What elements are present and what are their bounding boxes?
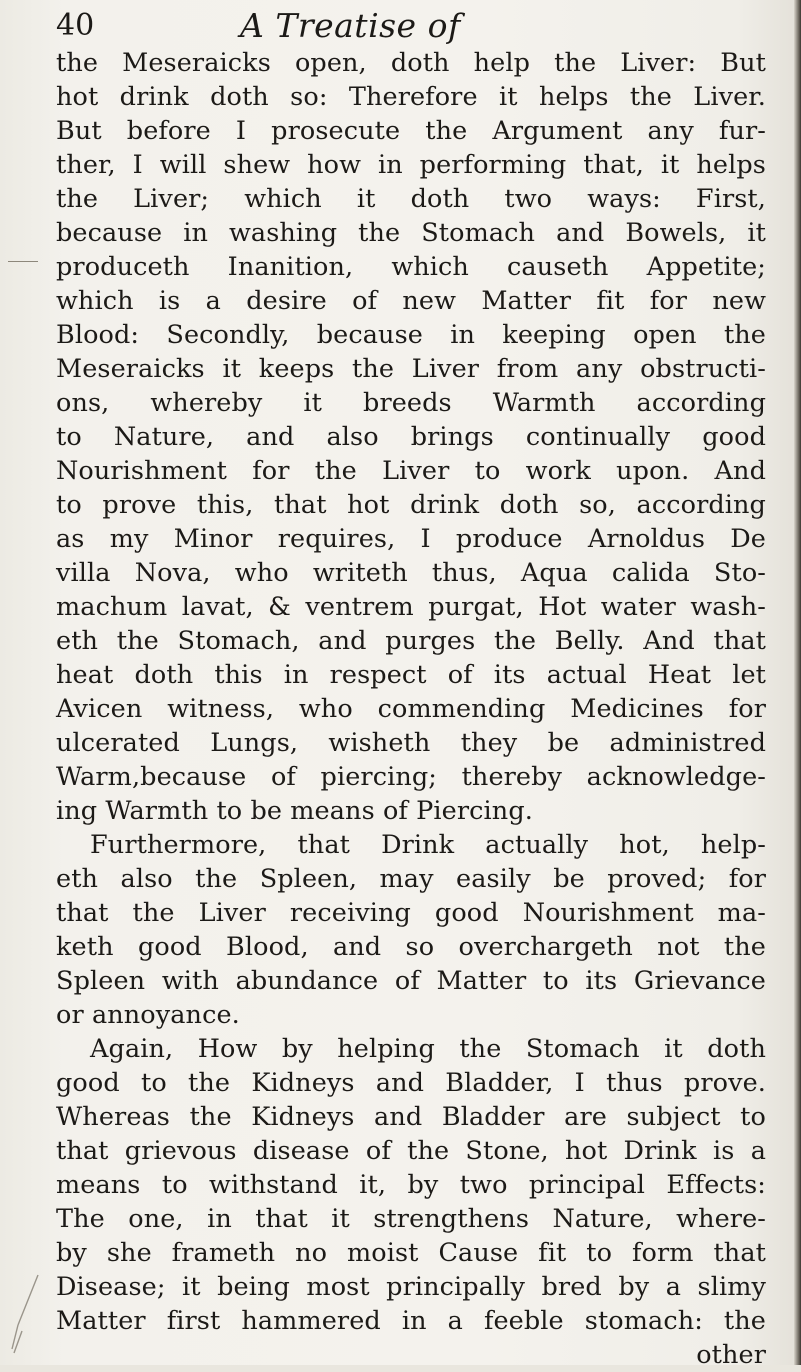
text-line: to prove this, that hot drink doth so, according (56, 490, 766, 520)
text-line: villa Nova, who writeth thus, Aqua calida Sto- (56, 558, 766, 588)
text-line: hot drink doth so: Therefore it helps the Liver. (56, 82, 766, 112)
text-line: that the Liver receiving good Nourishment ma- (56, 898, 766, 928)
text-line: the Meseraicks open, doth help the Liver: But (56, 48, 766, 78)
page-gutter-edge (794, 0, 801, 1365)
text-line: because in washing the Stomach and Bowels, it (56, 218, 766, 248)
text-line: by she frameth no moist Cause fit to form that (56, 1238, 766, 1268)
text-line: keth good Blood, and so overchargeth not the (56, 932, 766, 962)
text-line: Warm,because of piercing; thereby acknowledge- (56, 762, 766, 792)
catchword: other (696, 1340, 766, 1370)
text-line: which is a desire of new Matter fit for new (56, 286, 766, 316)
text-line: Again, How by helping the Stomach it doth (90, 1034, 766, 1064)
text-line: eth the Stomach, and purges the Belly. And that (56, 626, 766, 656)
text-line: Avicen witness, who commending Medicines for (56, 694, 766, 724)
text-line: ulcerated Lungs, wisheth they be administred (56, 728, 766, 758)
text-line: Spleen with abundance of Matter to its Grievance (56, 966, 766, 996)
text-line: Furthermore, that Drink actually hot, help- (90, 830, 766, 860)
text-line: Whereas the Kidneys and Bladder are subject to (56, 1102, 766, 1132)
text-line: Matter first hammered in a feeble stomach: the (56, 1306, 766, 1336)
text-line: Nourishment for the Liver to work upon. And (56, 456, 766, 486)
text-line: Meseraicks it keeps the Liver from any obstructi- (56, 354, 766, 384)
text-line: machum lavat, & ventrem purgat, Hot water wash- (56, 592, 766, 622)
text-line: Blood: Secondly, because in keeping open the (56, 320, 766, 350)
text-line: The one, in that it strengthens Nature, where- (56, 1204, 766, 1234)
text-line: good to the Kidneys and Bladder, I thus prove. (56, 1068, 766, 1098)
text-line: produceth Inanition, which causeth Appetite; (56, 252, 766, 282)
text-line: heat doth this in respect of its actual Heat let (56, 660, 766, 690)
text-line: ther, I will shew how in performing that, it helps (56, 150, 766, 180)
text-line: as my Minor requires, I produce Arnoldus De (56, 524, 766, 554)
text-line: ons, whereby it breeds Warmth according (56, 388, 766, 418)
text-line: eth also the Spleen, may easily be proved; for (56, 864, 766, 894)
text-line: But before I prosecute the Argument any fur- (56, 116, 766, 146)
text-line: to Nature, and also brings continually good (56, 422, 766, 452)
page-header (30, 4, 770, 48)
text-line: Disease; it being most principally bred by a slimy (56, 1272, 766, 1302)
page-number: 40 (56, 8, 95, 43)
margin-pen-mark (8, 261, 38, 262)
text-line: that grievous disease of the Stone, hot Drink is a (56, 1136, 766, 1166)
text-line: the Liver; which it doth two ways: First, (56, 184, 766, 214)
text-line: ing Warmth to be means of Piercing. (56, 796, 533, 826)
margin-scribble-icon (8, 1265, 48, 1355)
body-text (56, 46, 766, 1372)
running-title: A Treatise of (240, 6, 461, 45)
text-line: means to withstand it, by two principal Effects: (56, 1170, 766, 1200)
text-line: or annoyance. (56, 1000, 240, 1030)
